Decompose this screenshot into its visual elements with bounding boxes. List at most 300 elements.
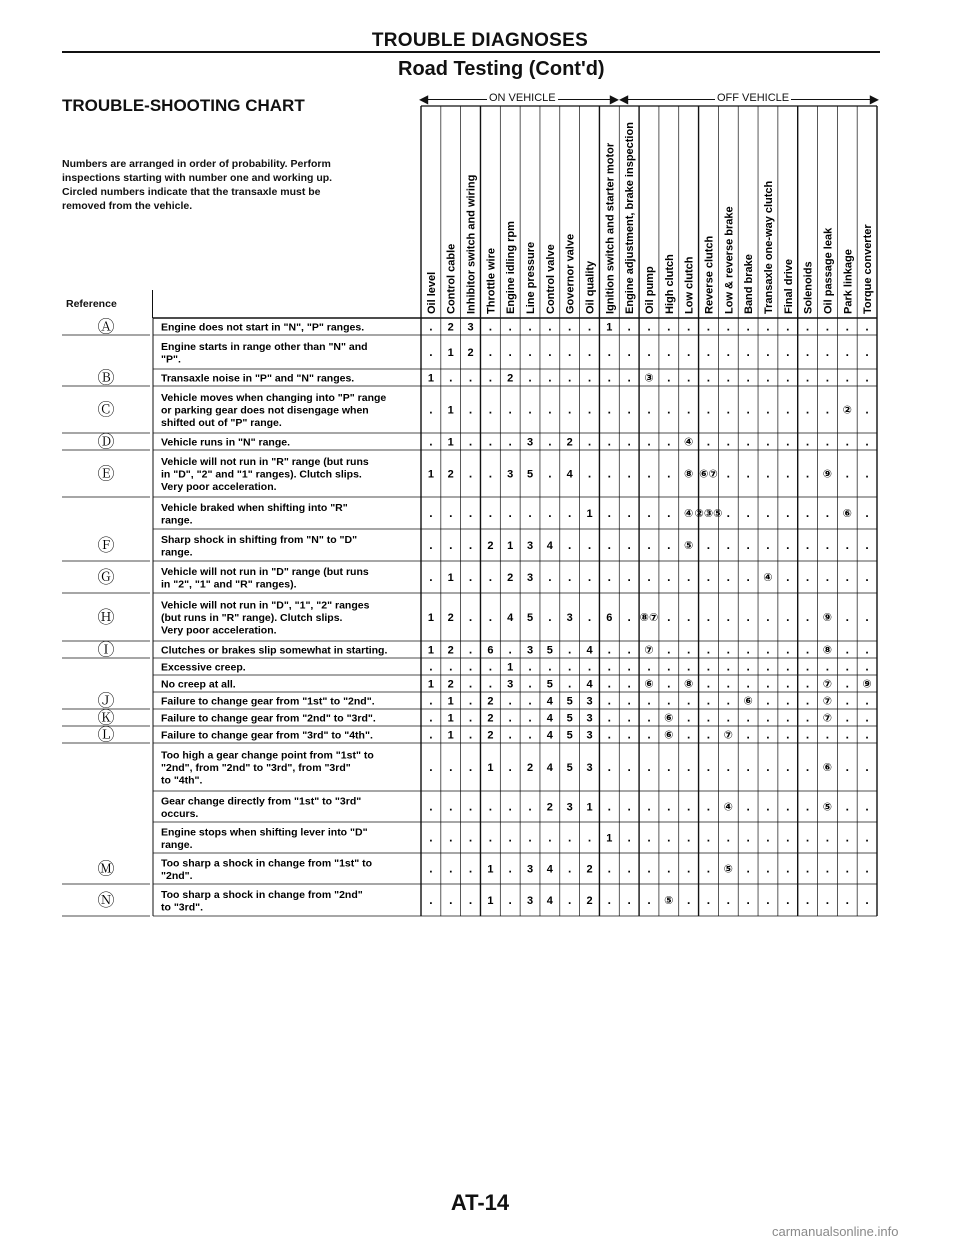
table-cell: . (786, 434, 790, 449)
table-cell: . (587, 830, 592, 845)
table-cell: . (726, 710, 730, 725)
table-cell: . (488, 610, 493, 624)
column-header: Oil quality (584, 260, 597, 314)
table-cell: 2 (586, 863, 593, 876)
table-cell: . (607, 861, 612, 876)
symptom-text: Failure to change gear from "1st" to "2nd". (161, 695, 375, 708)
table-cell: . (746, 434, 750, 449)
table-row (98, 600, 869, 637)
table-cell: . (865, 466, 869, 481)
table-cell: . (568, 861, 572, 876)
table-cell: . (845, 893, 849, 907)
table-cell: . (468, 676, 473, 691)
column-header: Low & reverse brake (723, 206, 736, 314)
table-cell: . (548, 402, 552, 417)
table-cell: . (587, 659, 592, 674)
table-cell: . (568, 345, 572, 359)
table-cell: . (568, 319, 572, 334)
table-cell: . (825, 861, 830, 876)
table-cell: 3 (586, 712, 593, 725)
table-row (98, 392, 869, 429)
table-cell: 2 (487, 729, 494, 742)
table-row (161, 795, 869, 820)
table-cell: . (805, 893, 810, 907)
table-cell: . (865, 642, 869, 657)
table-cell: . (587, 370, 592, 385)
table-cell: . (488, 370, 493, 385)
table-cell: . (647, 319, 651, 334)
table-cell: . (865, 693, 869, 708)
table-cell: . (706, 659, 711, 674)
table-cell: . (686, 319, 691, 334)
table-cell: . (667, 345, 671, 359)
table-cell: 1 (427, 468, 434, 481)
table-cell: . (528, 345, 532, 359)
table-cell: ⑦ (644, 644, 654, 657)
table-cell: . (766, 727, 770, 742)
table-cell: . (548, 506, 552, 520)
table-cell: . (627, 642, 631, 657)
table-cell: . (528, 693, 532, 708)
table-cell: . (786, 693, 790, 708)
table-cell: . (686, 727, 691, 742)
table-cell: . (468, 538, 473, 552)
table-cell: 1 (447, 572, 454, 584)
table-cell: 2 (467, 347, 474, 359)
table-cell: . (726, 693, 730, 708)
table-cell: . (726, 893, 730, 907)
table-cell: . (686, 345, 691, 359)
table-cell: . (865, 659, 869, 674)
table-cell: . (528, 727, 532, 742)
table-cell: . (706, 676, 711, 691)
table-cell: 4 (546, 540, 553, 552)
symptom-text: Vehicle braked when shifting into "R" (161, 501, 348, 514)
table-cell: ⑤ (723, 863, 733, 876)
table-cell: . (429, 830, 433, 845)
table-cell: . (667, 642, 671, 657)
table-cell: 1 (487, 895, 494, 907)
table-cell: . (528, 319, 532, 334)
table-cell: . (647, 710, 651, 725)
table-cell: . (726, 506, 730, 520)
table-cell: . (429, 345, 433, 359)
table-cell: . (686, 861, 691, 876)
table-cell: . (786, 861, 790, 876)
symptom-text: Sharp shock in shifting from "N" to "D" (161, 533, 358, 546)
symptom-text: range. (161, 514, 193, 527)
table-cell: . (726, 466, 730, 481)
table-cell: . (706, 319, 711, 334)
table-row (98, 433, 869, 452)
table-cell: . (746, 659, 750, 674)
symptom-text: in "D", "2" and "1" ranges). Clutch slips. (161, 468, 362, 481)
table-cell: 3 (526, 895, 534, 907)
table-cell: 4 (546, 695, 553, 708)
table-cell: 1 (447, 436, 454, 449)
table-cell: . (429, 506, 433, 520)
table-cell: . (627, 676, 631, 691)
symptom-text: Clutches or brakes slip somewhat in starting. (161, 644, 388, 657)
table-cell: . (726, 760, 730, 774)
watermark: carmanualsonline.info (772, 1224, 899, 1239)
table-cell: . (627, 370, 631, 385)
table-cell: . (647, 893, 651, 907)
table-cell: . (726, 570, 730, 584)
table-cell: . (686, 402, 691, 417)
arrow-left-icon: ◀ (419, 92, 429, 106)
table-cell: . (627, 610, 631, 624)
table-cell: . (825, 893, 830, 907)
table-cell: . (746, 370, 750, 385)
table-cell: . (627, 434, 631, 449)
table-cell: 6 (487, 644, 494, 657)
table-cell: . (667, 676, 671, 691)
table-cell: . (468, 370, 473, 385)
reference-badge: Ⓐ (97, 317, 115, 337)
table-cell: . (845, 319, 849, 334)
table-cell: . (627, 710, 631, 725)
table-cell: . (726, 370, 730, 385)
table-cell: ②③⑤ (694, 508, 723, 520)
table-cell: . (528, 506, 532, 520)
table-cell: . (845, 466, 849, 481)
symptom-text: or parking gear does not disengage when (161, 404, 369, 417)
table-cell: 3 (526, 572, 534, 584)
table-cell: . (825, 830, 830, 845)
table-cell: . (449, 799, 453, 814)
table-cell: . (449, 659, 453, 674)
table-cell: . (845, 345, 849, 359)
table-cell: . (607, 466, 612, 481)
table-cell: . (805, 506, 810, 520)
table-cell: 5 (526, 612, 534, 624)
table-cell: . (845, 710, 849, 725)
table-cell: 5 (526, 468, 534, 481)
table-cell: . (766, 610, 770, 624)
symptom-text: Too high a gear change point from "1st" to (161, 749, 374, 762)
reference-badge: Ⓑ (97, 368, 115, 388)
table-cell: . (667, 570, 671, 584)
table-cell: . (786, 570, 790, 584)
table-cell: . (627, 727, 631, 742)
table-cell: ⑧ (683, 468, 694, 481)
table-cell: . (528, 370, 532, 385)
table-cell: . (766, 830, 770, 845)
table-cell: . (627, 893, 631, 907)
table-cell: . (825, 659, 830, 674)
table-cell: . (746, 710, 750, 725)
table-cell: . (548, 434, 552, 449)
arrow-right-icon: ▶ (609, 92, 619, 106)
intro-line: inspections starting with number one and working up. (62, 172, 333, 184)
table-cell: . (766, 642, 770, 657)
table-cell: . (627, 538, 631, 552)
table-cell: . (805, 830, 810, 845)
table-row (161, 750, 869, 787)
table-cell: 2 (447, 678, 454, 691)
table-cell: . (667, 538, 671, 552)
table-cell: . (825, 570, 830, 584)
reference-badge: Ⓙ (97, 691, 115, 711)
table-cell: . (686, 693, 691, 708)
symptom-text: Too sharp a shock in change from "2nd" (161, 888, 363, 901)
table-cell: . (686, 893, 691, 907)
table-cell: . (568, 538, 572, 552)
table-cell: . (805, 319, 810, 334)
table-cell: . (667, 760, 671, 774)
symptom-text: Engine does not start in "N", "P" ranges. (161, 321, 365, 334)
table-cell: . (845, 538, 849, 552)
table-cell: . (508, 402, 512, 417)
table-cell: . (468, 830, 473, 845)
table-cell: . (647, 799, 651, 814)
table-cell: 3 (467, 321, 474, 334)
table-row (98, 534, 869, 559)
table-cell: . (766, 893, 770, 907)
table-cell: . (508, 710, 512, 725)
table-cell: . (607, 506, 612, 520)
table-cell: . (627, 466, 631, 481)
table-cell: ③ (644, 372, 654, 385)
table-cell: . (786, 538, 790, 552)
table-cell: 1 (427, 644, 434, 657)
table-row (98, 726, 869, 745)
table-cell: ⑤ (822, 801, 833, 814)
table-cell: . (706, 345, 711, 359)
table-cell: . (825, 727, 830, 742)
table-cell: . (865, 710, 869, 725)
table-cell: . (805, 466, 810, 481)
table-cell: . (805, 861, 810, 876)
table-cell: . (627, 319, 631, 334)
table-cell: . (488, 402, 493, 417)
table-cell: . (508, 506, 512, 520)
table-cell: 1 (447, 712, 454, 725)
table-cell: . (786, 506, 790, 520)
table-cell: . (508, 893, 512, 907)
table-cell: . (766, 659, 770, 674)
table-cell: ⑤ (683, 540, 694, 552)
table-cell: 3 (526, 644, 534, 657)
column-header: Torque converter (862, 224, 875, 314)
table-row (98, 692, 869, 711)
table-cell: 4 (546, 895, 553, 907)
table-cell: 5 (566, 762, 573, 774)
table-cell: 1 (507, 661, 514, 674)
table-cell: . (766, 538, 770, 552)
table-cell: . (429, 570, 433, 584)
symptom-text: Failure to change gear from "2nd" to "3rd". (161, 712, 376, 725)
table-cell: . (607, 538, 612, 552)
table-cell: . (528, 799, 532, 814)
table-cell: . (449, 370, 453, 385)
page-subtitle: Road Testing (Cont'd) (398, 58, 605, 80)
on-vehicle-label: ON VEHICLE (489, 92, 556, 104)
table-cell: . (508, 799, 512, 814)
table-cell: ⑧ (822, 644, 833, 657)
symptom-text: "2nd", from "2nd" to "3rd", from "3rd" (161, 762, 351, 774)
table-cell: . (548, 659, 552, 674)
table-cell: . (548, 466, 552, 481)
table-cell: . (786, 659, 790, 674)
symptom-text: occurs. (161, 807, 199, 820)
column-header: Control valve (544, 244, 557, 314)
table-cell: . (865, 830, 869, 845)
table-cell: . (726, 676, 730, 691)
table-cell: . (468, 710, 473, 725)
column-header: Engine idling rpm (505, 221, 518, 314)
table-cell: . (845, 610, 849, 624)
table-cell: . (786, 760, 790, 774)
table-cell: 2 (447, 321, 454, 334)
table-cell: . (845, 727, 849, 742)
table-cell: . (845, 760, 849, 774)
table-cell: . (568, 893, 572, 907)
table-cell: 4 (546, 712, 553, 725)
table-cell: . (865, 402, 869, 417)
table-cell: 3 (586, 762, 593, 774)
table-cell: 1 (447, 347, 454, 359)
table-cell: . (508, 642, 512, 657)
symptom-text: Engine starts in range other than "N" and (161, 340, 368, 353)
table-cell: . (647, 861, 651, 876)
table-cell: . (766, 319, 770, 334)
table-cell: . (568, 402, 572, 417)
column-header: Line pressure (525, 241, 538, 314)
table-cell: . (786, 345, 790, 359)
table-cell: . (726, 830, 730, 845)
table-cell: . (468, 402, 473, 417)
table-cell: . (726, 610, 730, 624)
table-cell: 1 (447, 729, 454, 742)
table-cell: . (587, 345, 592, 359)
table-cell: . (627, 659, 631, 674)
table-cell: . (805, 434, 810, 449)
table-cell: . (746, 319, 750, 334)
table-cell: . (607, 893, 612, 907)
table-row (98, 456, 869, 493)
table-cell: . (647, 760, 651, 774)
table-cell: . (845, 799, 849, 814)
table-row (98, 369, 869, 388)
table-cell: . (706, 610, 711, 624)
table-cell: . (488, 506, 493, 520)
table-cell: . (647, 659, 651, 674)
table-cell: . (766, 506, 770, 520)
table-cell: . (607, 799, 612, 814)
table-cell: . (845, 570, 849, 584)
table-cell: . (568, 659, 572, 674)
table-cell: . (766, 760, 770, 774)
table-cell: . (647, 830, 651, 845)
table-cell: . (667, 861, 671, 876)
table-cell: . (508, 830, 512, 845)
table-cell: . (766, 345, 770, 359)
reference-badge: Ⓖ (97, 568, 115, 587)
column-header: Control cable (445, 243, 458, 314)
table-cell: . (568, 676, 572, 691)
table-cell: . (865, 760, 869, 774)
table-cell: . (528, 710, 532, 725)
table-cell: . (667, 402, 671, 417)
table-cell: . (667, 659, 671, 674)
table-cell: . (786, 676, 790, 691)
column-header: Throttle wire (485, 247, 498, 314)
table-cell: . (766, 402, 770, 417)
table-cell: . (845, 861, 849, 876)
table-row (161, 660, 869, 674)
table-cell: . (607, 402, 612, 417)
table-cell: . (706, 642, 711, 657)
table-cell: . (449, 830, 453, 845)
table-cell: . (726, 434, 730, 449)
table-cell: . (706, 402, 711, 417)
table-cell: . (429, 727, 433, 742)
table-row (98, 709, 869, 728)
table-cell: . (865, 727, 869, 742)
symptom-text: Very poor acceleration. (161, 481, 277, 493)
table-cell: . (429, 402, 433, 417)
table-cell: . (825, 538, 830, 552)
table-cell: . (805, 538, 810, 552)
table-cell: . (667, 319, 671, 334)
table-cell: . (746, 727, 750, 742)
table-cell: . (706, 760, 711, 774)
table-cell: . (746, 506, 750, 520)
column-header: Low clutch (683, 256, 696, 314)
table-cell: . (607, 570, 612, 584)
table-cell: . (865, 370, 869, 385)
table-cell: . (667, 830, 671, 845)
table-cell: . (607, 710, 612, 725)
table-cell: . (647, 570, 651, 584)
table-cell: . (607, 676, 612, 691)
table-cell: . (865, 570, 869, 584)
table-cell: . (746, 610, 750, 624)
table-cell: . (667, 434, 671, 449)
table-cell: . (726, 642, 730, 657)
table-cell: . (468, 506, 473, 520)
table-cell: 1 (487, 762, 494, 774)
table-cell: . (449, 538, 453, 552)
table-row (161, 502, 869, 527)
column-header: Transaxle one-way clutch (762, 180, 775, 314)
column-header: Governor valve (564, 233, 577, 314)
table-cell: . (706, 710, 711, 725)
table-cell: . (508, 434, 512, 449)
arrow-left-icon: ◀ (619, 92, 629, 106)
table-cell: . (825, 319, 830, 334)
table-cell: 4 (566, 468, 573, 481)
table-cell: . (587, 610, 592, 624)
page-header-title: TROUBLE DIAGNOSES (371, 30, 589, 51)
table-cell: . (865, 319, 869, 334)
column-header: Ignition switch and starter motor (604, 142, 617, 314)
table-cell: . (786, 370, 790, 385)
table-cell: . (686, 799, 691, 814)
table-cell: 3 (586, 695, 593, 708)
table-cell: . (706, 799, 711, 814)
intro-line: Numbers are arranged in order of probability. Perform (62, 158, 331, 170)
table-cell: . (647, 402, 651, 417)
table-row (98, 889, 869, 914)
table-cell: . (429, 710, 433, 725)
table-cell: . (468, 642, 473, 657)
table-cell: . (786, 893, 790, 907)
symptom-text: Engine stops when shifting lever into "D" (161, 826, 368, 839)
table-cell: 4 (546, 762, 553, 774)
